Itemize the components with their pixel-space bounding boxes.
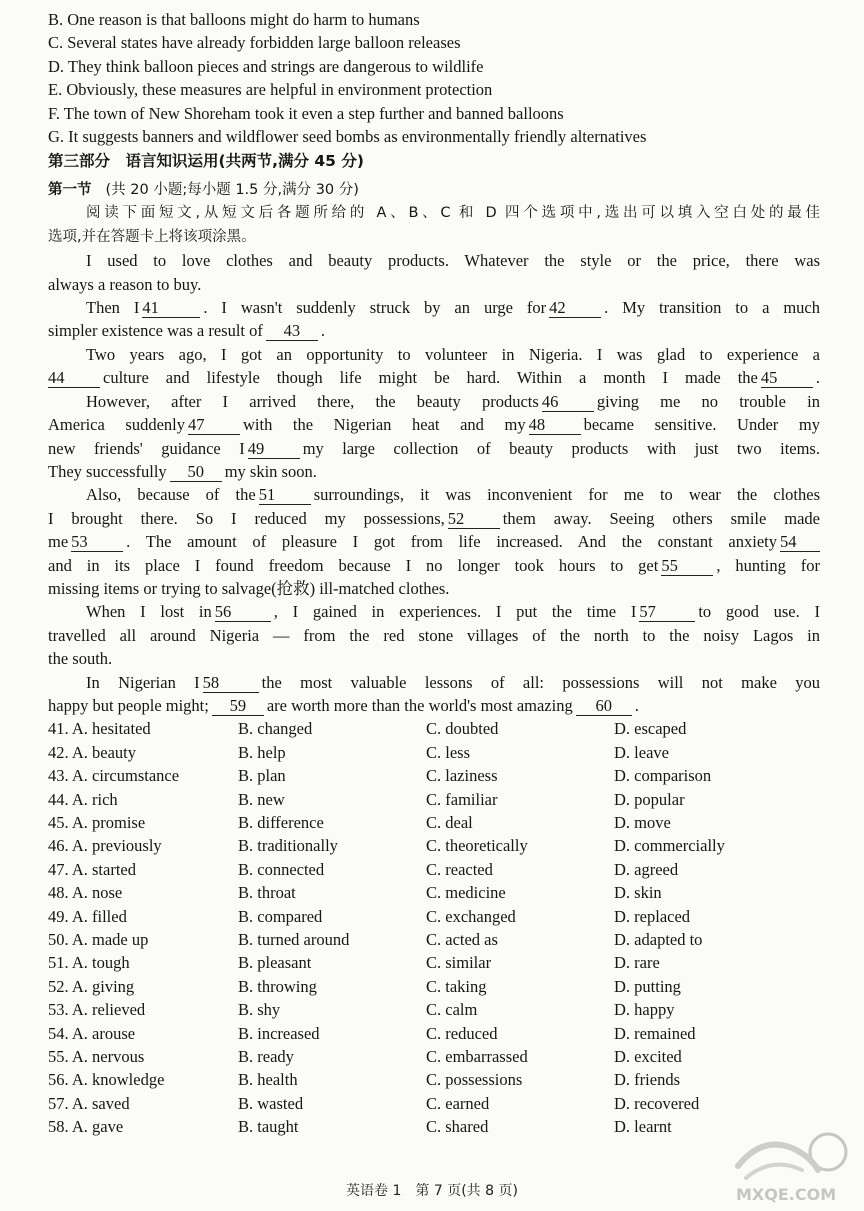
blank-51: 51 [259, 486, 311, 505]
part3-title: 第三部分 语言知识运用(共两节,满分 45 分) [48, 152, 364, 171]
passage-p6-line2: travelled all around Nigeria — from the red stone villages of the north to the noisy Lagos in [48, 625, 820, 645]
choice-d[interactable]: D. remained [614, 1023, 696, 1043]
passage-p4-line3: new friends' guidance I 49 my large collection of beauty products with just two items. [48, 438, 820, 458]
passage-p5-line1: Also, because of the 51 surroundings, it was inconvenient for me to wear the clothes [86, 485, 820, 505]
question-row-58 [48, 1115, 820, 1138]
passage-p7-line2: happy but people might; 59 are worth more than the world's most amazing 60 . [48, 695, 639, 715]
section1-heading [48, 179, 820, 202]
passage-p5-line2: I brought there. So I reduced my possessions, 52 them away. Seeing others smile made [48, 508, 820, 528]
blank-44: 44 [48, 369, 100, 388]
passage-p5-line4: and in its place I found freedom because I no longer took hours to get 55 , hunting for [48, 555, 820, 575]
passage-p4-line4: They successfully 50 my skin soon. [48, 461, 317, 481]
question-row-42 [48, 741, 820, 764]
choice-a[interactable]: 45. A. promise [48, 813, 146, 832]
choice-c[interactable]: C. similar [426, 953, 492, 973]
passage-p7-line1: In Nigerian I 58 the most valuable lessons of all: possessions will not make you [86, 672, 820, 692]
choice-c[interactable]: C. possessions [426, 1070, 523, 1090]
option-line-g: G. It suggests banners and wildflower seed bombs as environmentally friendly alternatives [48, 127, 647, 147]
choice-c[interactable]: C. medicine [426, 883, 506, 903]
question-row-49 [48, 905, 820, 928]
passage-p6-line1: When I lost in 56 , I gained in experiences. I put the time I 57 to good use. I [86, 602, 820, 622]
choice-c[interactable]: C. calm [426, 1000, 478, 1020]
choice-b[interactable]: B. difference [238, 813, 324, 832]
choice-c[interactable]: C. taking [426, 976, 487, 996]
choice-c[interactable]: C. reacted [426, 859, 493, 879]
choice-c[interactable]: C. reduced [426, 1023, 498, 1043]
choice-d[interactable]: D. recovered [614, 1093, 700, 1113]
blank-41: 41 [142, 299, 200, 318]
choice-b[interactable]: B. pleasant [238, 953, 312, 973]
choice-d[interactable]: D. comparison [614, 766, 712, 786]
choice-b[interactable]: B. changed [238, 719, 313, 739]
question-row-44 [48, 788, 820, 811]
blank-46: 46 [542, 393, 594, 412]
blank-42: 42 [549, 299, 601, 318]
choice-c[interactable]: C. acted as [426, 930, 498, 950]
question-row-56 [48, 1068, 820, 1091]
choice-c[interactable]: C. laziness [426, 766, 498, 786]
passage-p1-line1: I used to love clothes and beauty products. Whatever the style or the price, there was [86, 251, 820, 271]
choice-a[interactable]: 54. A. arouse [48, 1023, 136, 1043]
choice-a[interactable]: 55. A. nervous [48, 1047, 145, 1067]
question-row-52 [48, 975, 820, 998]
choice-c[interactable]: C. embarrassed [426, 1047, 528, 1067]
choice-a[interactable]: 52. A. giving [48, 976, 135, 996]
choice-d[interactable]: D. commercially [614, 836, 725, 856]
instructions-line-2: 选项,并在答题卡上将该项涂黑。 [48, 228, 256, 245]
question-row-46 [48, 834, 820, 857]
choice-a[interactable]: 48. A. nose [48, 883, 123, 903]
passage-p3-line2: 44 culture and lifestyle though life might be hard. Within a month I made the 45 . [48, 368, 820, 388]
watermark-text: MXQE.COM [736, 1185, 837, 1204]
choice-b[interactable]: B. increased [238, 1023, 320, 1043]
blank-58: 58 [203, 674, 259, 693]
choice-d[interactable]: D. happy [614, 1000, 675, 1020]
choice-d[interactable]: D. move [614, 813, 671, 832]
option-line-d: D. They think balloon pieces and strings are dangerous to wildlife [48, 56, 484, 76]
choice-c[interactable]: C. shared [426, 1117, 489, 1137]
choice-b[interactable]: B. plan [238, 766, 286, 786]
watermark-logo [732, 1126, 850, 1206]
choice-a[interactable]: 57. A. saved [48, 1093, 130, 1113]
passage-p4-line2: America suddenly 47 with the Nigerian heat and my 48 became sensitive. Under my [48, 415, 820, 435]
question-row-57 [48, 1092, 820, 1115]
question-row-43 [48, 764, 820, 787]
blank-53: 53 [71, 533, 123, 552]
blank-59: 59 [212, 697, 264, 716]
option-line-e: E. Obviously, these measures are helpful in environment protection [48, 80, 493, 100]
blank-45: 45 [761, 369, 813, 388]
passage-p2-line1: Then I 41 . I wasn't suddenly struck by an urge for 42 . My transition to a much [86, 298, 820, 318]
choice-d[interactable]: D. skin [614, 883, 662, 903]
choice-a[interactable]: 41. A. hesitated [48, 719, 151, 739]
blank-52: 52 [448, 510, 500, 529]
choice-a[interactable]: 56. A. knowledge [48, 1070, 165, 1090]
passage-p2-line2: simpler existence was a result of 43 . [48, 321, 326, 341]
section1-name: 第一节 [48, 182, 92, 199]
choice-a[interactable]: 49. A. filled [48, 906, 127, 926]
choice-b[interactable]: B. compared [238, 906, 323, 926]
choice-b[interactable]: B. wasted [238, 1093, 304, 1113]
choice-c[interactable]: C. less [426, 742, 471, 762]
choice-a[interactable]: 43. A. circumstance [48, 766, 180, 786]
choice-b[interactable]: B. taught [238, 1117, 299, 1137]
question-row-48 [48, 881, 820, 904]
blank-56: 56 [215, 603, 271, 622]
choice-d[interactable]: D. leave [614, 742, 669, 762]
passage-p3-line1: Two years ago, I got an opportunity to volunteer in Nigeria. I was glad to experience a [86, 344, 820, 364]
question-row-53 [48, 998, 820, 1021]
choice-b[interactable]: B. throat [238, 883, 296, 903]
choice-d[interactable]: D. rare [614, 953, 660, 973]
blank-43: 43 [266, 322, 318, 341]
question-row-55 [48, 1045, 820, 1068]
question-row-47 [48, 858, 820, 881]
choice-d[interactable]: D. replaced [614, 906, 691, 926]
top-options-list [48, 8, 820, 148]
choice-a[interactable]: 44. A. rich [48, 789, 118, 809]
question-row-45 [48, 811, 820, 834]
choice-b[interactable]: B. connected [238, 859, 325, 879]
choice-d[interactable]: D. adapted to [614, 930, 703, 950]
choice-d[interactable]: D. popular [614, 789, 685, 809]
choice-d[interactable]: D. learnt [614, 1117, 672, 1137]
section1-note: (共 20 小题;每小题 1.5 分,满分 30 分) [105, 182, 359, 199]
choice-d[interactable]: D. agreed [614, 859, 679, 879]
passage-p6-line3: the south. [48, 649, 113, 669]
passage [48, 249, 820, 717]
passage-p5-line3: me 53 . The amount of pleasure I got from life increased. And the constant anxiety 54 [48, 530, 820, 553]
option-line-c: C. Several states have already forbidden large balloon releases [48, 33, 461, 53]
choice-b[interactable]: B. throwing [238, 976, 317, 996]
choice-b[interactable]: B. traditionally [238, 836, 338, 856]
choice-a[interactable]: 47. A. started [48, 859, 136, 879]
option-line-f: F. The town of New Shoreham took it even a step further and banned balloons [48, 103, 564, 123]
choice-a[interactable]: 51. A. tough [48, 953, 130, 973]
blank-47: 47 [188, 416, 240, 435]
passage-p5-line5: missing items or trying to salvage(抢救) ill-matched clothes. [48, 578, 450, 598]
page-footer: 英语卷 1 第 7 页(共 8 页) [346, 1183, 518, 1199]
choice-b[interactable]: B. turned around [238, 930, 350, 950]
blank-49: 49 [248, 440, 300, 459]
blank-55: 55 [661, 557, 713, 576]
choice-a[interactable]: 53. A. relieved [48, 1000, 146, 1020]
choice-d[interactable]: D. escaped [614, 719, 687, 739]
choice-c[interactable]: C. familiar [426, 789, 498, 809]
choice-b[interactable]: B. new [238, 789, 285, 809]
answer-options [48, 717, 820, 1138]
blank-48: 48 [529, 416, 581, 435]
blank-57: 57 [639, 603, 695, 622]
blank-50: 50 [170, 463, 222, 482]
choice-c[interactable]: C. theoretically [426, 836, 528, 856]
exam-page [48, 8, 820, 1139]
passage-p4-line1: However, after I arrived there, the beauty products 46 giving me no trouble in [86, 391, 820, 411]
choice-d[interactable]: D. excited [614, 1047, 682, 1067]
question-row-54 [48, 1022, 820, 1045]
question-row-51 [48, 951, 820, 974]
choice-c[interactable]: C. earned [426, 1093, 490, 1113]
choice-b[interactable]: B. ready [238, 1047, 294, 1067]
question-row-50 [48, 928, 820, 951]
choice-d[interactable]: D. putting [614, 976, 681, 996]
choice-c[interactable]: C. doubted [426, 719, 499, 739]
passage-p1-line2: always a reason to buy. [48, 274, 202, 294]
choice-a[interactable]: 42. A. beauty [48, 742, 136, 762]
instructions-line-1: 阅读下面短文,从短文后各题所给的 A、B、C 和 D 四个选项中,选出可以填入空白处的最佳 [86, 205, 820, 222]
blank-54: 54 [780, 533, 820, 552]
choice-c[interactable]: C. deal [426, 813, 473, 832]
choice-a[interactable]: 50. A. made up [48, 930, 149, 950]
choice-b[interactable]: B. health [238, 1070, 298, 1090]
question-row-41 [48, 717, 820, 740]
choice-a[interactable]: 46. A. previously [48, 836, 162, 856]
choice-b[interactable]: B. shy [238, 1000, 281, 1020]
choice-d[interactable]: D. friends [614, 1070, 680, 1090]
choice-a[interactable]: 58. A. gave [48, 1117, 124, 1137]
choice-b[interactable]: B. help [238, 742, 286, 762]
blank-60: 60 [576, 697, 632, 716]
choice-c[interactable]: C. exchanged [426, 906, 516, 926]
option-line-b: B. One reason is that balloons might do harm to humans [48, 10, 420, 29]
